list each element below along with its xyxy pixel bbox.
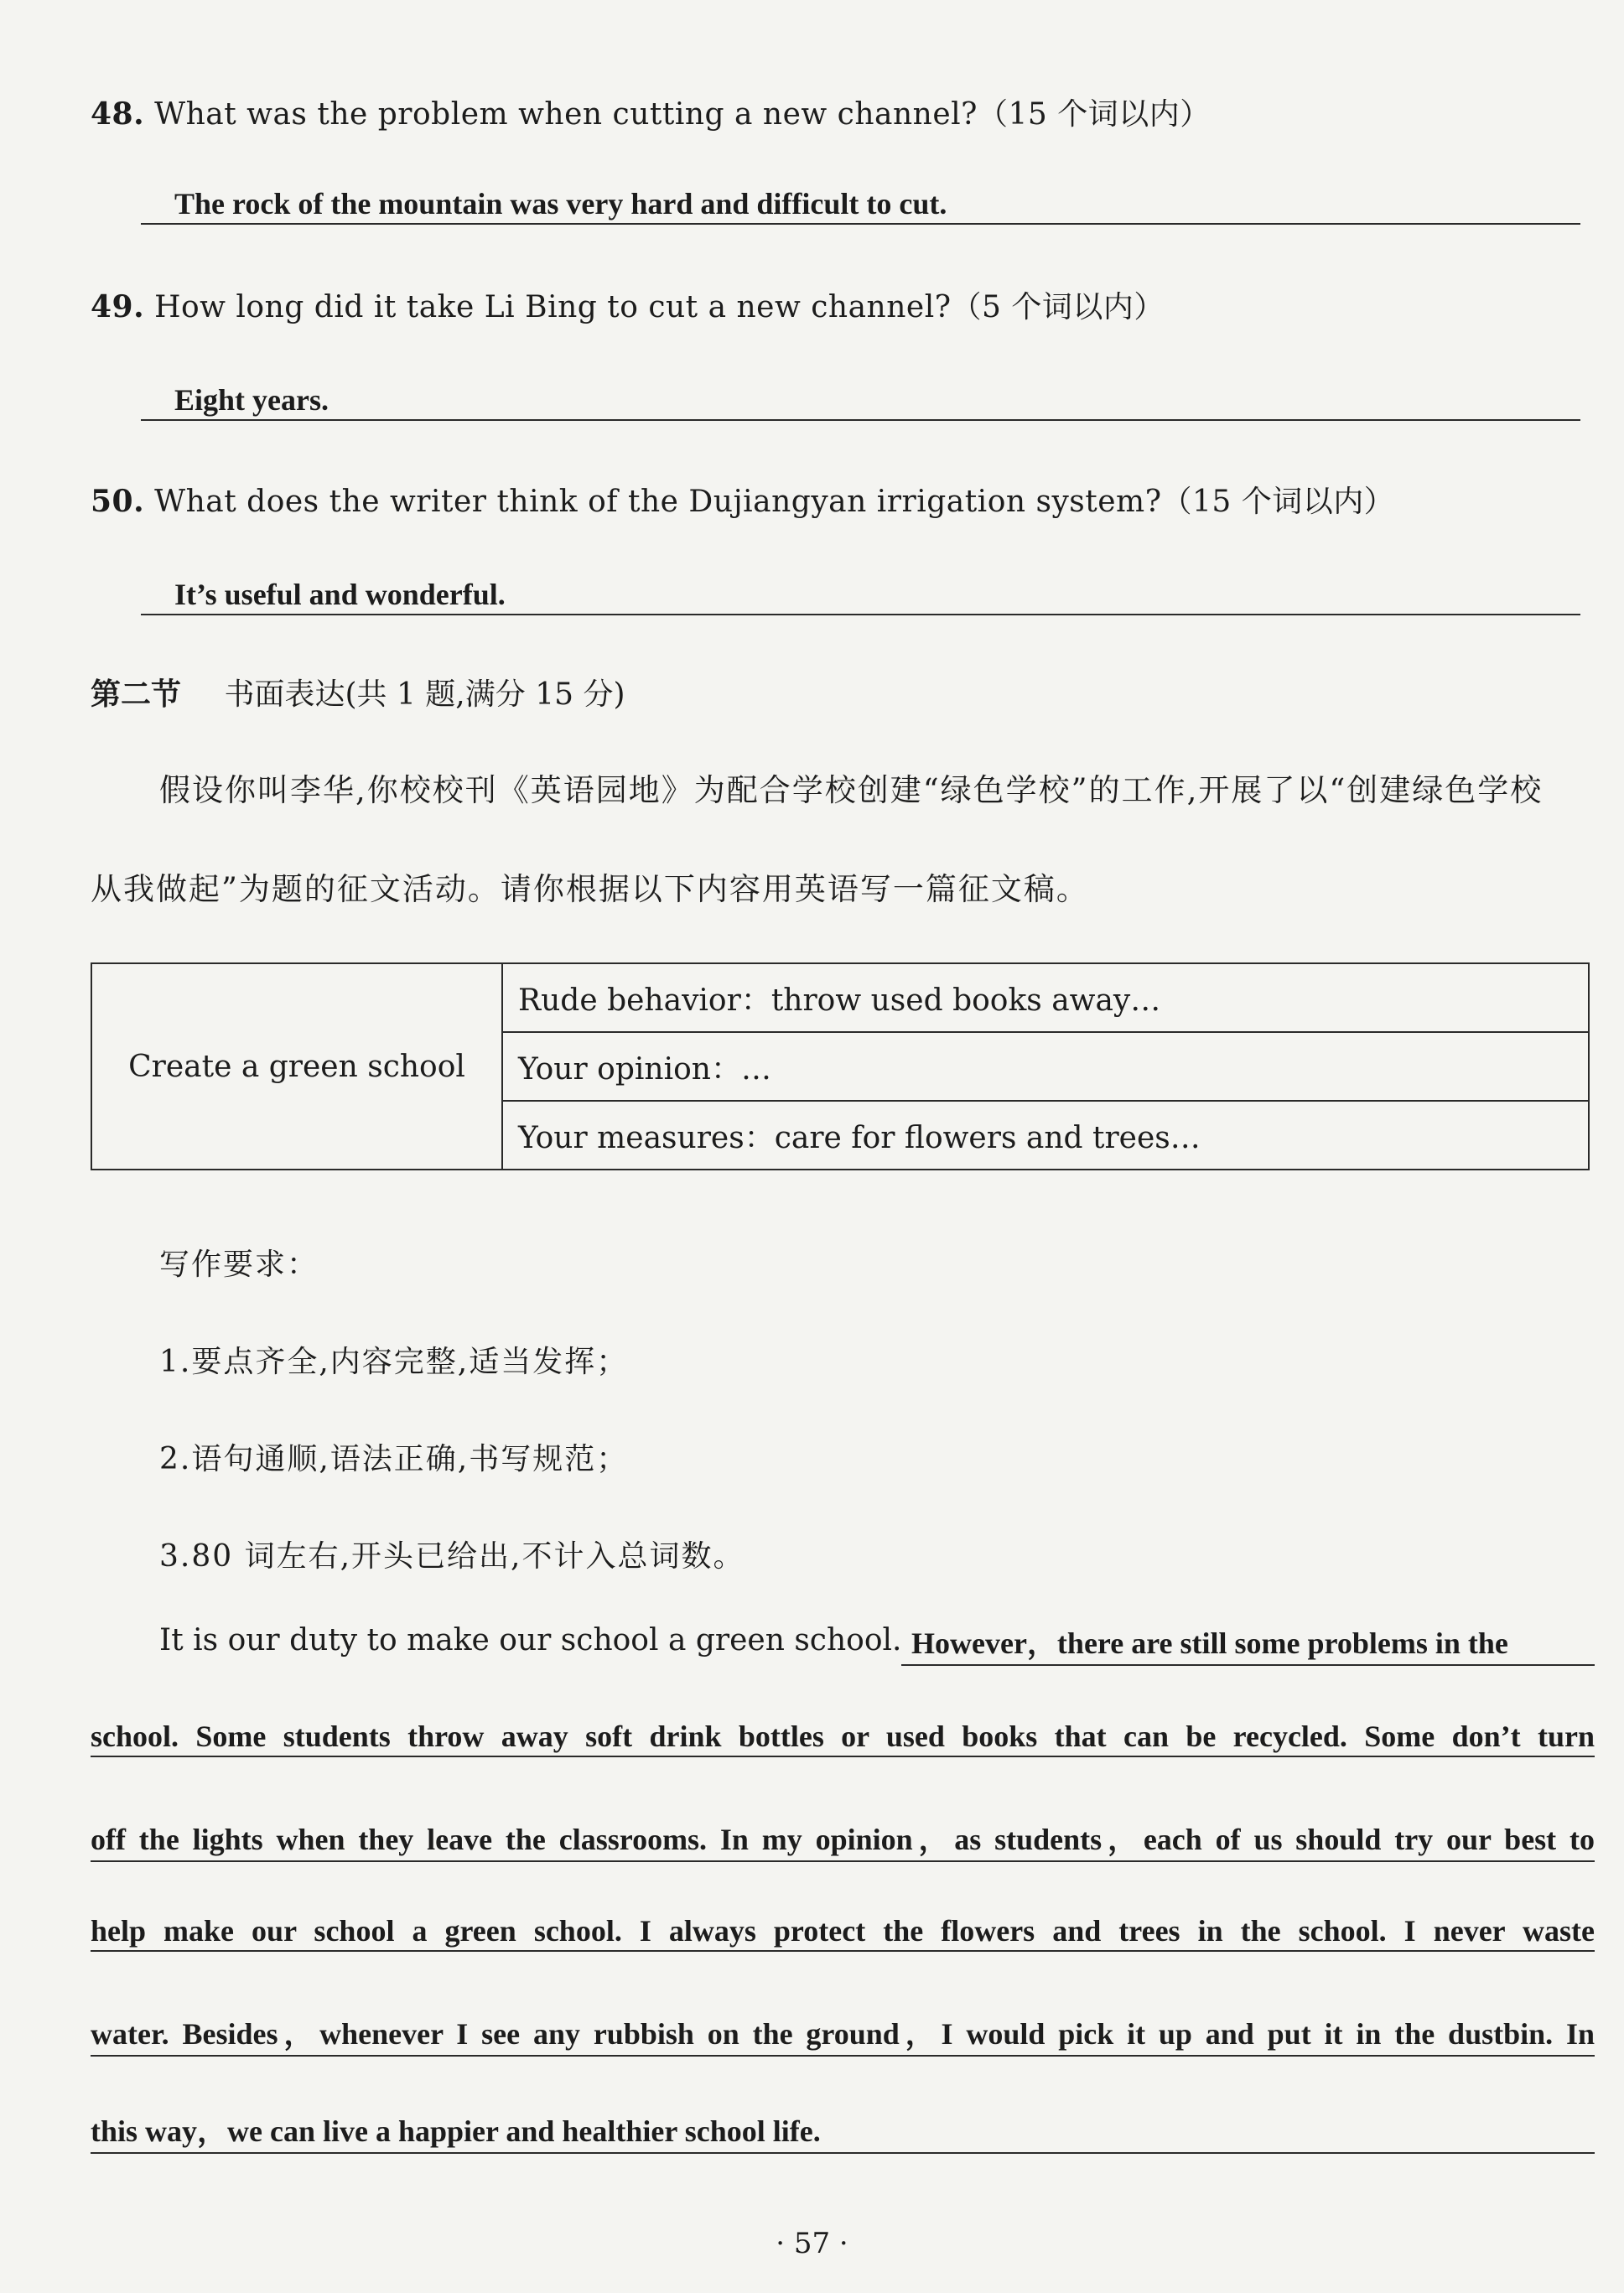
answer-48: The rock of the mountain was very hard and difficult to cut. <box>141 186 1580 225</box>
question-49 <box>91 283 1165 326</box>
requirement-item: 1.要点齐全,内容完整,适当发挥； <box>159 1345 629 1379</box>
table-row: Your measures：care for flowers and trees… <box>502 1101 1589 1170</box>
answer-50: It’s useful and wonderful. <box>141 577 1580 615</box>
content-table <box>91 962 1590 1170</box>
essay-line: off the lights when they leave the classrooms. In my opinion，as students，each of us should try our best to <box>91 1816 1595 1862</box>
essay-line: this way，we can live a happier and healthier school life. <box>91 2108 1595 2154</box>
question-number: 48. <box>91 96 145 132</box>
section-heading: 书面表达(共 1 题,满分 15 分) <box>224 677 625 712</box>
page-number: · 57 · <box>776 2227 848 2260</box>
question-number: 50. <box>91 484 145 519</box>
table-row: Your opinion：… <box>502 1032 1589 1101</box>
essay-answer-start: However，there are still some problems in the <box>901 1620 1595 1666</box>
question-number: 49. <box>91 289 145 324</box>
requirement-item: 3.80 词左右,开头已给出,不计入总词数。 <box>159 1539 745 1574</box>
requirement-item: 2.语句通顺,语法正确,书写规范； <box>159 1442 629 1476</box>
prompt-line-2: 从我做起”为题的征文活动。请你根据以下内容用英语写一篇征文稿。 <box>91 871 1089 907</box>
essay-given-sentence: It is our duty to make our school a green school. <box>159 1623 902 1657</box>
answer-49: Eight years. <box>141 382 1580 421</box>
requirements-title: 写作要求： <box>159 1248 319 1282</box>
section-label: 第二节 <box>91 677 182 712</box>
prompt-line-1: 假设你叫李华,你校校刊《英语园地》为配合学校创建“绿色学校”的工作,开展了以“创建绿色学校 <box>159 772 1544 808</box>
essay-line: water. Besides，whenever I see any rubbish on the ground，I would pick it up and put it in the dustbin. In <box>91 2010 1595 2057</box>
table-row: Rude behavior：throw used books away… <box>502 963 1589 1032</box>
question-48 <box>91 91 1211 133</box>
essay-line: school. Some students throw away soft drink bottles or used books that can be recycled. Some don’t turn <box>91 1719 1595 1757</box>
question-50 <box>91 478 1394 521</box>
section-title <box>91 671 625 713</box>
table-head: Create a green school <box>91 963 502 1170</box>
question-text: What does the writer think of the Dujiangyan irrigation system?（15 个词以内） <box>154 485 1395 519</box>
essay-line: help make our school a green school. I always protect the flowers and trees in the school. I never waste <box>91 1913 1595 1952</box>
question-text: How long did it take Li Bing to cut a new channel?（5 个词以内） <box>154 290 1165 324</box>
question-text: What was the problem when cutting a new channel?（15 个词以内） <box>154 97 1211 132</box>
